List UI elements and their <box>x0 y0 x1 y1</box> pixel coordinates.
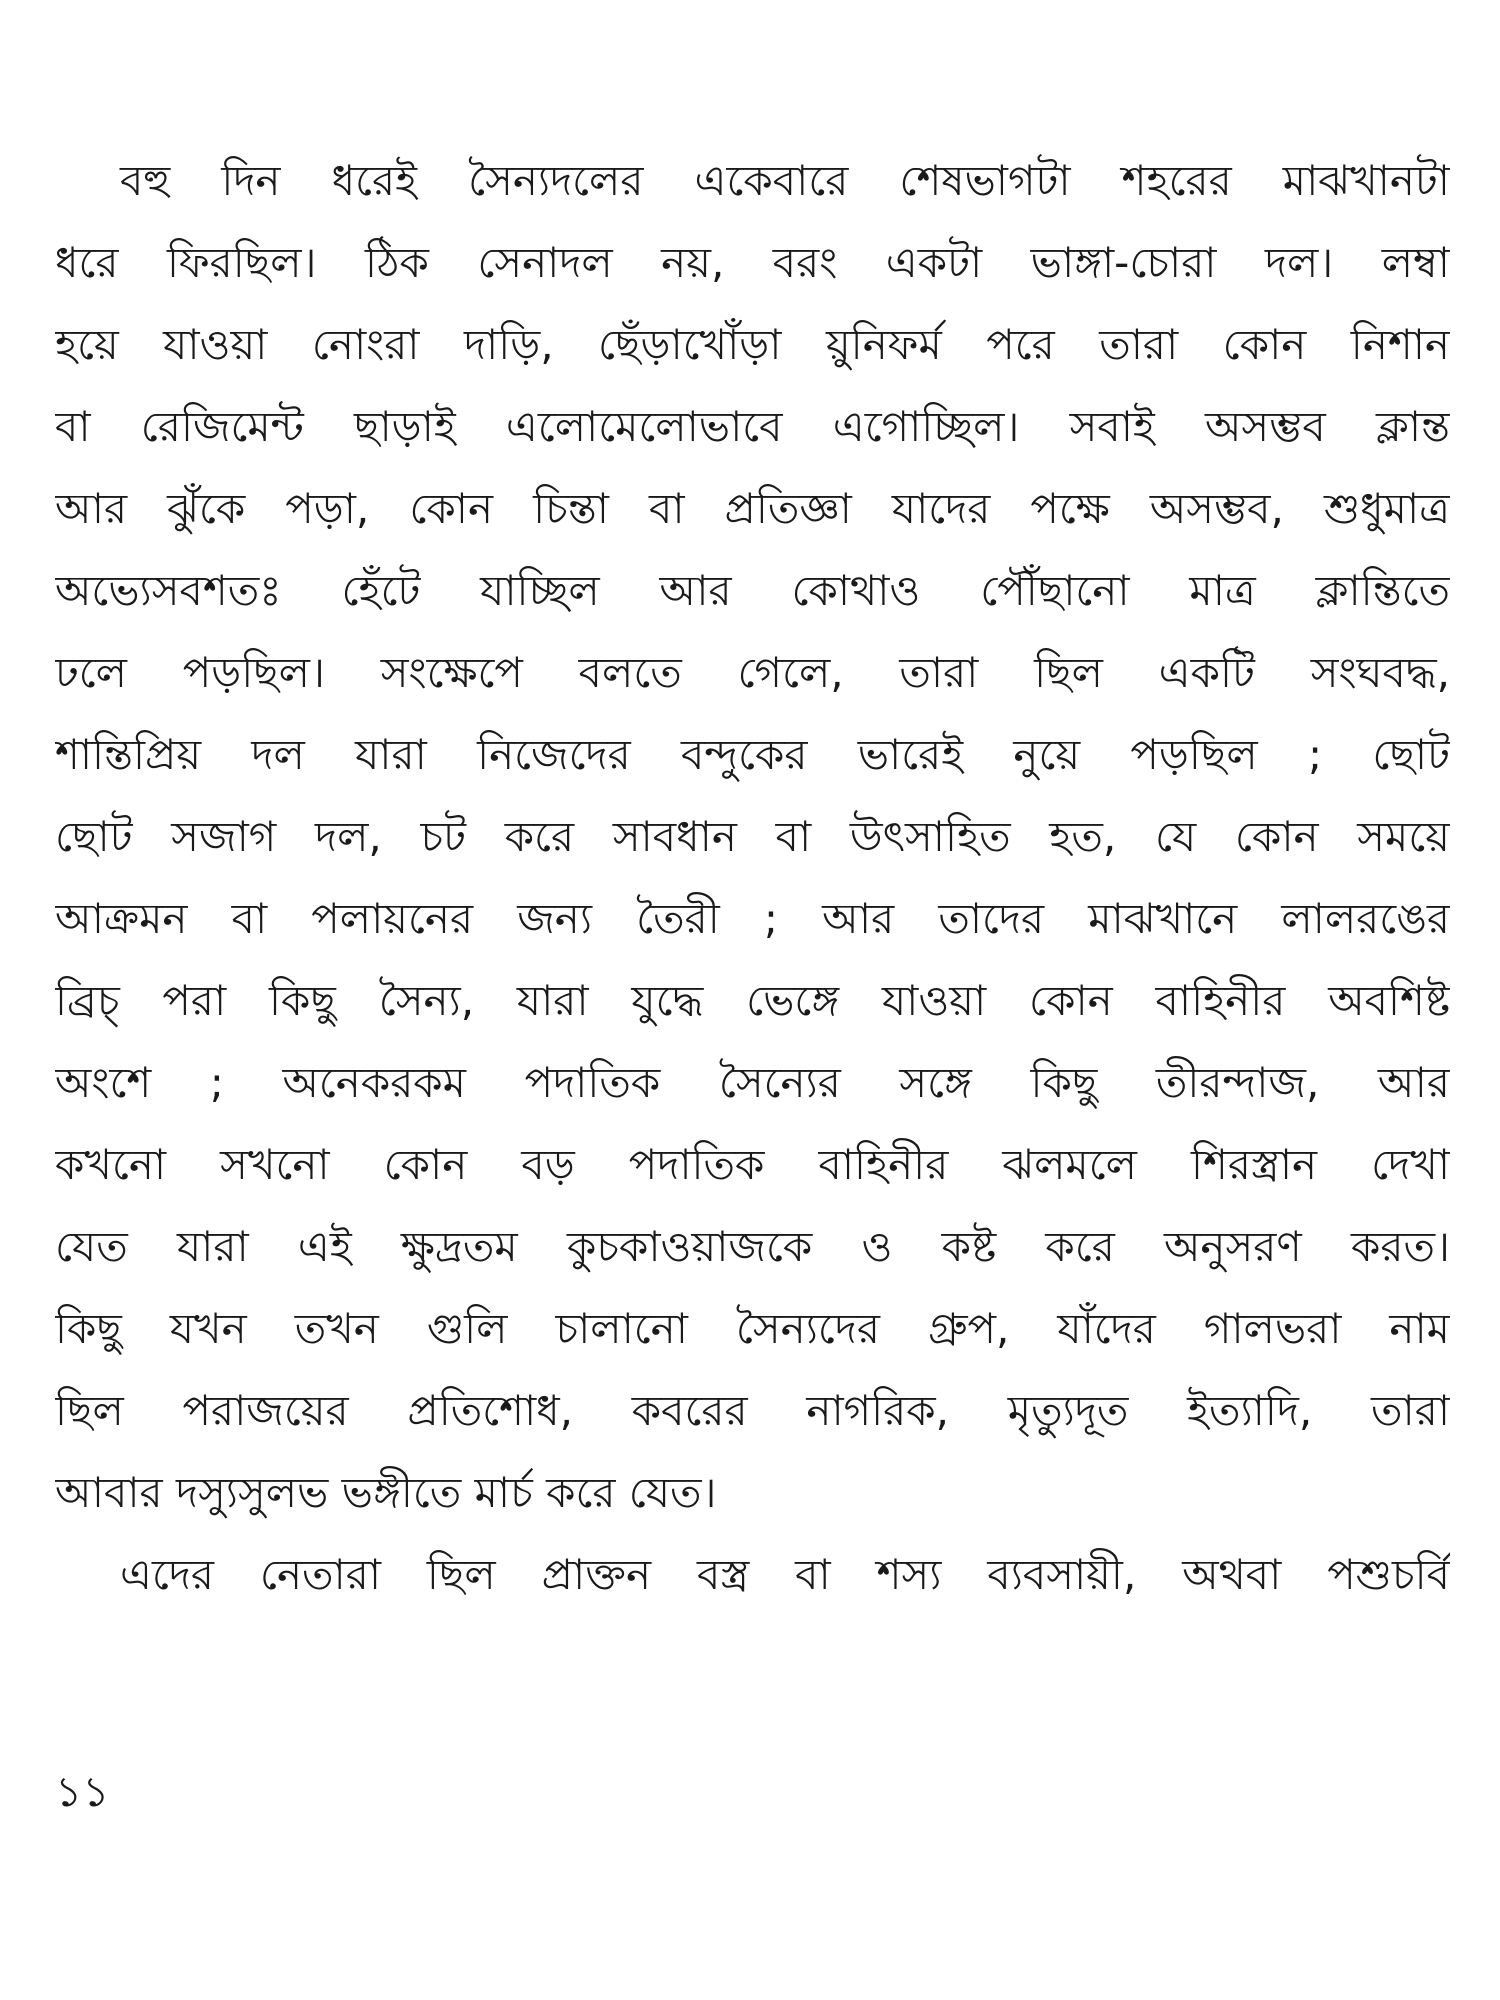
text-line: শান্তিপ্রিয় দল যারা নিজেদের বন্দুকের ভারেই নুয়ে পড়ছিল ; ছোট <box>55 730 1450 779</box>
text-line: বা রেজিমেন্ট ছাড়াই এলোমেলোভাবে এগোচ্ছিল। সবাই অসম্ভব ক্লান্ত <box>55 402 1450 451</box>
text-line: অংশে ; অনেকরকম পদাতিক সৈন্যের সঙ্গে কিছু তীরন্দাজ, আর <box>55 1058 1450 1107</box>
text-line: যেত যারা এই ক্ষুদ্রতম কুচকাওয়াজকে ও কষ্ট করে অনুসরণ করত। <box>55 1222 1450 1271</box>
page-number: ১১ <box>55 1767 110 1816</box>
text-line: আর ঝুঁকে পড়া, কোন চিন্তা বা প্রতিজ্ঞা যাদের পক্ষে অসম্ভব, শুধুমাত্র <box>55 484 1450 533</box>
text-line: অভ্যেসবশতঃ হেঁটে যাচ্ছিল আর কোথাও পৌঁছানো মাত্র ক্লান্তিতে <box>55 566 1450 615</box>
text-line: কিছু যখন তখন গুলি চালানো সৈন্যদের গ্রুপ, যাঁদের গালভরা নাম <box>55 1304 1450 1353</box>
text-line: ধরে ফিরছিল। ঠিক সেনাদল নয়, বরং একটা ভাঙ্গা-চোরা দল। লম্বা <box>55 238 1450 287</box>
body-text <box>55 140 1450 1616</box>
text-line: কখনো সখনো কোন বড় পদাতিক বাহিনীর ঝলমলে শিরস্ত্রান দেখা <box>55 1140 1450 1189</box>
text-line: আবার দস্যুসুলভ ভঙ্গীতে মার্চ করে যেত। <box>55 1468 717 1517</box>
text-line: এদের নেতারা ছিল প্রাক্তন বস্ত্র বা শস্য ব্যবসায়ী, অথবা পশুচর্বি <box>120 1550 1450 1599</box>
text-line: ঢলে পড়ছিল। সংক্ষেপে বলতে গেলে, তারা ছিল একটি সংঘবদ্ধ, <box>55 648 1450 697</box>
text-line: বহু দিন ধরেই সৈন্যদলের একেবারে শেষভাগটা শহরের মাঝখানটা <box>120 156 1450 205</box>
text-line: হয়ে যাওয়া নোংরা দাড়ি, ছেঁড়াখোঁড়া য়ুনিফর্ম পরে তারা কোন নিশান <box>55 320 1450 369</box>
text-line: ব্রিচ্ পরা কিছু সৈন্য, যারা যুদ্ধে ভেঙ্গে যাওয়া কোন বাহিনীর অবশিষ্ট <box>55 976 1450 1025</box>
text-line: আক্রমন বা পলায়নের জন্য তৈরী ; আর তাদের মাঝখানে লালরঙের <box>55 894 1450 943</box>
text-line: ছিল পরাজয়ের প্রতিশোধ, কবরের নাগরিক, মৃত্যুদূত ইত্যাদি, তারা <box>55 1386 1450 1435</box>
text-line: ছোট সজাগ দল, চট করে সাবধান বা উৎসাহিত হত, যে কোন সময়ে <box>55 812 1450 861</box>
